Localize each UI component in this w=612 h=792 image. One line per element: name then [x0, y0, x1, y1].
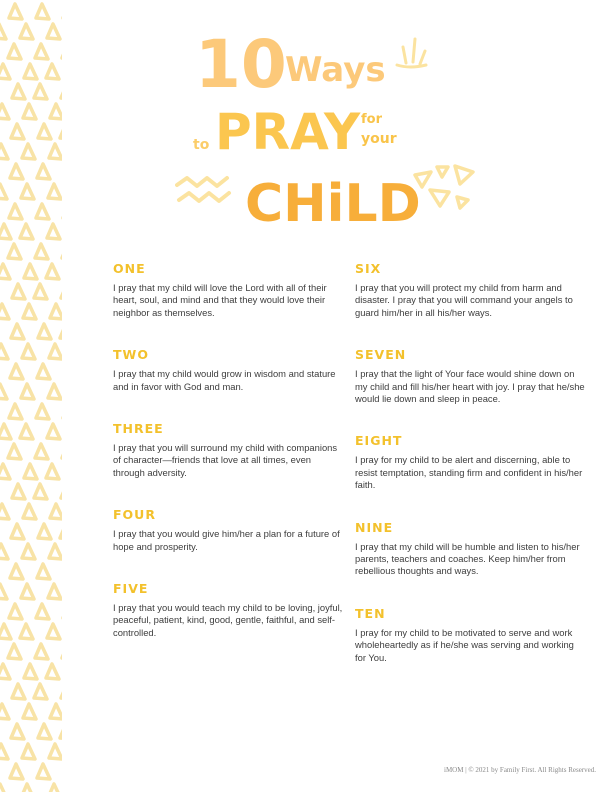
- pattern-triangle: [0, 264, 10, 279]
- pattern-triangle: [37, 364, 50, 379]
- pattern-triangle: [24, 664, 37, 679]
- pattern-triangle: [10, 364, 23, 379]
- pattern-triangle: [8, 244, 21, 259]
- pattern-triangle: [34, 284, 47, 299]
- pattern-triangle: [0, 624, 11, 639]
- pattern-triangle: [0, 504, 9, 519]
- prayer-heading: ONE: [113, 261, 146, 276]
- pattern-triangle: [10, 764, 23, 779]
- pattern-triangle: [0, 144, 8, 159]
- pattern-triangle: [23, 504, 36, 519]
- pattern-triangle: [47, 624, 60, 639]
- prayer-text: I pray that you will protect my child from harm and disaster. I pray that you will command your angels to guard him/her in all his/her ways.: [355, 282, 573, 318]
- pattern-triangle: [21, 584, 34, 599]
- pattern-triangle: [35, 44, 48, 59]
- pattern-triangle: [23, 304, 36, 319]
- pattern-triangle: [12, 284, 25, 299]
- pattern-triangle: [47, 224, 60, 239]
- prayer-text: I pray that my child will love the Lord with all of their heart, soul, and mind and that they would love their neighbor as themselves.: [113, 282, 327, 318]
- zigzag-doodle-icon: [177, 178, 229, 201]
- pattern-triangle: [36, 204, 49, 219]
- pattern-triangle: [50, 304, 62, 319]
- pattern-triangle: [60, 124, 62, 139]
- pattern-triangle: [61, 84, 62, 99]
- prayer-heading: THREE: [113, 421, 164, 437]
- title-pray: PRAY: [215, 103, 361, 161]
- prayer-column-right: [355, 262, 585, 664]
- pattern-triangle: [36, 604, 49, 619]
- pattern-triangle: [38, 724, 51, 739]
- pattern-triangle: [21, 784, 34, 792]
- pattern-triangle: [11, 324, 24, 339]
- prayer-heading: SIX: [355, 261, 382, 276]
- pattern-triangle: [48, 584, 61, 599]
- title-your: your: [361, 131, 397, 147]
- pattern-triangle: [0, 384, 7, 399]
- pattern-triangle: [49, 344, 62, 359]
- pattern-triangle: [24, 64, 37, 79]
- pattern-triangle: [0, 584, 7, 599]
- pattern-triangle: [37, 764, 50, 779]
- pattern-triangle: [8, 444, 21, 459]
- pattern-triangle: [0, 784, 7, 792]
- title-to: to: [193, 137, 210, 153]
- pattern-triangle: [47, 424, 60, 439]
- pattern-triangle: [60, 324, 62, 339]
- pattern-triangle: [10, 164, 23, 179]
- pattern-triangle: [35, 644, 48, 659]
- pattern-triangle: [8, 644, 21, 659]
- pattern-triangle: [8, 44, 21, 59]
- prayer-text: I pray that you would give him/her a plan for a future of hope and prosperity.: [113, 528, 340, 552]
- pattern-triangle: [0, 224, 11, 239]
- pattern-triangle: [50, 104, 62, 119]
- pattern-triangle: [49, 544, 62, 559]
- prayer-heading: TEN: [355, 605, 386, 621]
- pattern-triangle: [11, 724, 24, 739]
- prayer-heading: EIGHT: [355, 433, 403, 449]
- pattern-triangle: [50, 504, 62, 519]
- pattern-triangle: [61, 484, 62, 499]
- pattern-triangle: [46, 64, 59, 79]
- prayer-item: [355, 262, 585, 319]
- pattern-triangle: [0, 744, 8, 759]
- pattern-triangle: [36, 404, 49, 419]
- pattern-triangle: [48, 384, 61, 399]
- pattern-triangle: [21, 384, 34, 399]
- pattern-triangle: [46, 464, 59, 479]
- pattern-triangle: [48, 784, 61, 792]
- prayer-item: [113, 348, 343, 393]
- prayer-item: [355, 434, 585, 491]
- pattern-triangle: [60, 724, 62, 739]
- pattern-triangle: [9, 4, 22, 19]
- pattern-triangle: [9, 404, 22, 419]
- pattern-triangle: [61, 284, 62, 299]
- pattern-triangle: [22, 744, 35, 759]
- pattern-triangle: [38, 524, 51, 539]
- pattern-triangle: [11, 124, 24, 139]
- pattern-triangle: [10, 564, 23, 579]
- prayer-text: I pray that my child will be humble and listen to his/her parents, teachers and coaches. Keep him/her from rebellious thoughts and ways.: [355, 540, 580, 577]
- pattern-triangle: [48, 184, 61, 199]
- title-number: 10: [195, 26, 287, 103]
- title-ways: Ways: [285, 50, 386, 90]
- pattern-triangle: [34, 484, 47, 499]
- pattern-triangle: [22, 144, 35, 159]
- prayer-text: I pray that you would teach my child to be loving, joyful, peaceful, patient, kind, good, gentle, faithful, and self-controlled.: [113, 602, 343, 638]
- prayer-heading: NINE: [355, 519, 394, 535]
- prayer-text: I pray that my child would grow in wisdom and stature and in favor with God and man.: [113, 368, 336, 392]
- pattern-triangle: [38, 324, 51, 339]
- pattern-triangle: [38, 124, 51, 139]
- pattern-triangle: [35, 244, 48, 259]
- pattern-triangle: [34, 684, 47, 699]
- pattern-triangle: [0, 104, 9, 119]
- pattern-triangle: [0, 304, 9, 319]
- pattern-triangle: [22, 544, 35, 559]
- pattern-triangle: [47, 24, 60, 39]
- prayer-column-left: [113, 262, 343, 639]
- pattern-triangle: [0, 424, 11, 439]
- prayer-text: I pray that the light of Your face would shine down on my child and fill his/her heart with joy. I pray that he/she would lie down and sleep in peace.: [355, 368, 585, 405]
- pattern-triangle: [24, 264, 37, 279]
- title-child: CHiLD: [245, 174, 421, 234]
- pattern-triangle: [9, 604, 22, 619]
- pattern-triangle: [23, 104, 36, 119]
- pattern-triangle: [22, 344, 35, 359]
- prayer-item: [355, 521, 585, 578]
- pattern-triangle: [36, 4, 49, 19]
- prayer-item: [113, 582, 343, 639]
- pattern-triangle: [37, 164, 50, 179]
- pattern-triangle: [12, 684, 25, 699]
- pattern-triangle: [50, 704, 62, 719]
- pattern-triangle: [21, 184, 34, 199]
- pattern-triangle: [0, 464, 10, 479]
- pattern-triangle: [12, 484, 25, 499]
- prayer-text: I pray for my child to be motivated to serve and work wholeheartedly as if he/she was serving and working for You.: [355, 626, 574, 663]
- prayer-item: [113, 508, 343, 553]
- pattern-triangle: [60, 524, 62, 539]
- pattern-triangle: [35, 444, 48, 459]
- prayer-heading: FOUR: [113, 507, 156, 523]
- pattern-triangle: [23, 704, 36, 719]
- pattern-triangle: [61, 684, 62, 699]
- prayer-item: [355, 607, 585, 664]
- pattern-triangle: [12, 84, 25, 99]
- prayer-item: [355, 348, 585, 405]
- pattern-triangle: [49, 144, 62, 159]
- sparkle-doodle-icon: [397, 39, 426, 67]
- pattern-triangle: [37, 564, 50, 579]
- prayer-text: I pray that you will surround my child with companions of character—friends that love at all times, even through adversity.: [113, 442, 338, 478]
- pattern-triangle: [49, 744, 62, 759]
- prayer-heading: SEVEN: [355, 347, 407, 363]
- pattern-triangle: [9, 204, 22, 219]
- prayer-heading: TWO: [113, 347, 149, 363]
- prayer-text: I pray for my child to be alert and discerning, able to resist temptation, standing firm and confident in his/her faith.: [355, 454, 583, 491]
- pattern-triangle: [46, 264, 59, 279]
- pattern-triangle: [20, 24, 33, 39]
- pattern-triangle: [0, 184, 7, 199]
- pattern-triangle: [0, 544, 8, 559]
- triangle-pattern-decoration: [0, 0, 62, 792]
- triangles-doodle-icon: [415, 166, 473, 208]
- copyright-footer: iMOM | © 2021 by Family First. All Rights Reserved.: [444, 766, 596, 774]
- pattern-triangle: [20, 224, 33, 239]
- pattern-triangle: [11, 524, 24, 539]
- pattern-triangle: [34, 84, 47, 99]
- pattern-triangle: [0, 704, 9, 719]
- pattern-triangle: [24, 464, 37, 479]
- pattern-triangle: [20, 624, 33, 639]
- title-for: for: [361, 112, 382, 127]
- pattern-triangle: [0, 344, 8, 359]
- prayer-heading: FIVE: [113, 581, 149, 597]
- pattern-triangle: [20, 424, 33, 439]
- pattern-triangle: [46, 664, 59, 679]
- pattern-triangle: [0, 64, 10, 79]
- pattern-triangle: [0, 664, 10, 679]
- prayer-item: [113, 422, 343, 479]
- prayer-item: [113, 262, 343, 319]
- pattern-triangle: [0, 24, 6, 39]
- title-lettering: [175, 25, 485, 245]
